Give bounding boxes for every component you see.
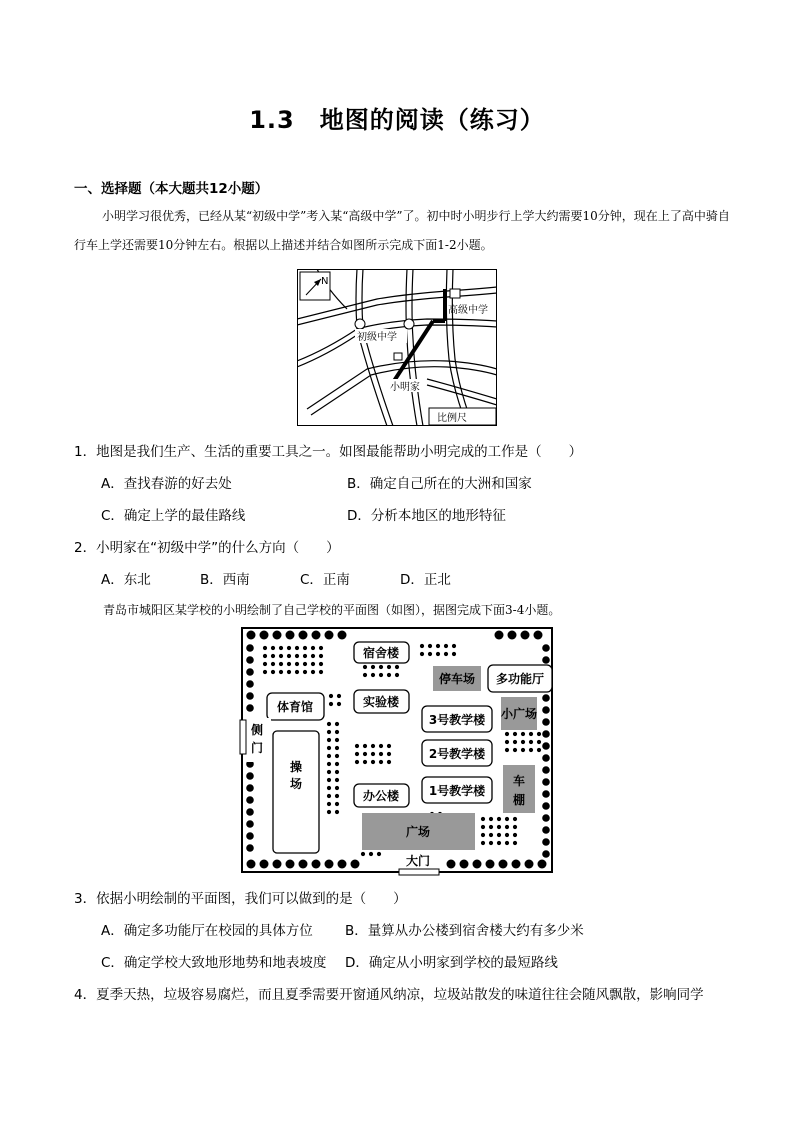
north-label: N xyxy=(321,276,329,287)
scale-label: 比例尺 xyxy=(437,413,467,424)
side-gate-label-2: 门 xyxy=(250,741,264,755)
q2-option-b: B．西南 xyxy=(200,572,250,588)
building3-label: 3号教学楼 xyxy=(428,713,486,727)
plaza-label: 广场 xyxy=(405,825,431,839)
home-label: 小明家 xyxy=(390,382,420,393)
section-heading: 一、选择题（本大题共12小题） xyxy=(74,181,269,197)
building1-label: 1号教学楼 xyxy=(428,784,486,798)
dorm-label: 宿舍楼 xyxy=(362,646,400,660)
field-label-1: 操 xyxy=(289,760,303,774)
q1-option-d: D．分析本地区的地形特征 xyxy=(347,508,506,524)
hall-label: 多功能厅 xyxy=(495,672,545,686)
q2-option-d: D．正北 xyxy=(400,572,451,588)
side-gate-label-1: 侧 xyxy=(250,723,264,737)
q3-option-b: B．量算从办公楼到宿舍楼大约有多少米 xyxy=(345,923,584,939)
high-school-label: 高级中学 xyxy=(448,305,488,316)
q1-option-c: C．确定上学的最佳路线 xyxy=(101,508,246,524)
intro-paragraph-1: 小明学习很优秀，已经从某“初级中学”考入某“高级中学”了。初中时小明步行上学大约需要10分钟，现在上了高中骑自行车上学还需要10分钟左右。根据以上描述并结合如图所示完成下面1-2小题。 xyxy=(74,209,730,252)
q3-option-a: A．确定多功能厅在校园的具体方位 xyxy=(101,923,313,939)
shed-label-2: 棚 xyxy=(512,793,526,807)
q3-option-c: C．确定学校大致地形地势和地表坡度 xyxy=(101,955,327,971)
question-1-stem: 1．地图是我们生产、生活的重要工具之一。如图最能帮助小明完成的工作是（ ） xyxy=(74,444,583,460)
field-label-2: 场 xyxy=(289,777,303,791)
main-gate-label: 大门 xyxy=(405,854,431,868)
q2-option-a: A．东北 xyxy=(101,572,151,588)
route-map xyxy=(297,269,497,426)
intro-paragraph-2: 青岛市城阳区某学校的小明绘制了自己学校的平面图（如图），据图完成下面3-4小题。 xyxy=(103,603,561,617)
lab-label: 实验楼 xyxy=(362,695,400,709)
q3-option-d: D．确定从小明家到学校的最短路线 xyxy=(345,955,558,971)
question-2-stem: 2．小明家在“初级中学”的什么方向（ ） xyxy=(74,540,340,556)
school-plan-map xyxy=(237,624,557,876)
question-4-stem: 4．夏季天热，垃圾容易腐烂，而且夏季需要开窗通风纳凉，垃圾站散发的味道往往会随风飘散，影响同学 xyxy=(74,987,704,1003)
gym-label: 体育馆 xyxy=(276,700,314,714)
building2-label: 2号教学楼 xyxy=(428,747,486,761)
page-title: 1.3 地图的阅读（练习） xyxy=(249,106,545,134)
q2-option-c: C．正南 xyxy=(300,572,350,588)
shed-label-1: 车 xyxy=(512,774,526,788)
small-plaza-label: 小广场 xyxy=(500,707,538,721)
q1-option-b: B．确定自己所在的大洲和国家 xyxy=(347,476,532,492)
question-3-stem: 3．依据小明绘制的平面图，我们可以做到的是（ ） xyxy=(74,891,407,907)
parking-label: 停车场 xyxy=(438,672,476,686)
q1-option-a: A．查找春游的好去处 xyxy=(101,476,232,492)
office-label: 办公楼 xyxy=(362,789,400,803)
junior-school-label: 初级中学 xyxy=(357,332,397,343)
